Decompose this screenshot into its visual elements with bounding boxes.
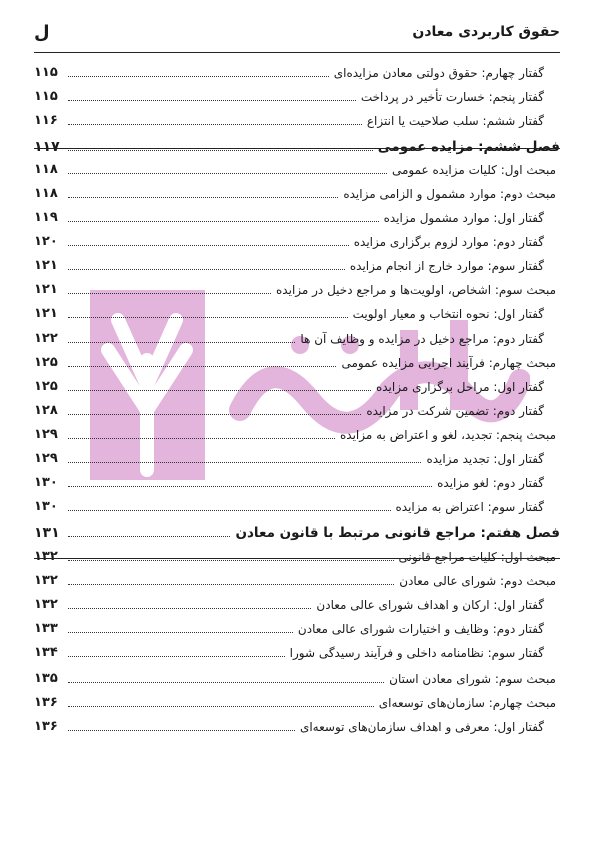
toc-entry: [34, 666, 560, 686]
dot-leader: [68, 150, 373, 151]
toc-entry-title: گفتار سوم: نظامنامه داخلی و فرآیند رسیدگی شورا: [289, 646, 544, 660]
toc-entry-title: مبحث اول: کلیات مراجع قانونی: [398, 550, 556, 564]
toc-page-number: ۱۲۵: [34, 355, 58, 370]
toc-entry-title: فصل هفتم: مراجع قانونی مرتبط با قانون معادن: [235, 525, 560, 541]
dot-leader: [68, 462, 421, 463]
toc-entry-title: گفتار دوم: موارد لزوم برگزاری مزایده: [353, 235, 544, 249]
toc-page-number: ۱۲۹: [34, 427, 58, 442]
toc-entry: [34, 714, 560, 734]
toc-entry: [34, 690, 560, 710]
toc-entry: [34, 181, 560, 201]
toc-entry: [34, 494, 560, 514]
toc-page-number: ۱۲۸: [34, 403, 58, 418]
toc-entry: [34, 326, 560, 346]
dot-leader: [68, 632, 293, 633]
dot-leader: [68, 245, 349, 246]
toc-entry: [34, 84, 560, 104]
toc-entry: [34, 134, 560, 154]
toc-page-number: ۱۲۱: [34, 258, 58, 273]
dot-leader: [68, 76, 329, 77]
toc-entry-title: مبحث چهارم: فرآیند اجرایی مزایده عمومی: [341, 356, 556, 370]
dot-leader: [68, 584, 394, 585]
toc-entry: [34, 520, 560, 540]
toc-entry: [34, 568, 560, 588]
toc-entry-title: مبحث دوم: شورای عالی معادن: [399, 574, 556, 588]
dot-leader: [68, 706, 374, 707]
toc-page-number: ۱۳۶: [34, 695, 58, 710]
toc-page-number: ۱۳۲: [34, 549, 58, 564]
toc-page-number: ۱۲۰: [34, 234, 58, 249]
toc-entry: [34, 544, 560, 564]
dot-leader: [68, 197, 338, 198]
toc-entry-title: مبحث پنجم: تجدید، لغو و اعتراض به مزایده: [339, 428, 556, 442]
toc-page-number: ۱۳۲: [34, 573, 58, 588]
toc-page-number: ۱۲۹: [34, 451, 58, 466]
chapter-separator: [34, 148, 560, 149]
dot-leader: [68, 317, 348, 318]
toc-page-number: ۱۱۸: [34, 186, 58, 201]
toc-page-number: ۱۱۶: [34, 113, 58, 128]
toc-page-number: ۱۳۲: [34, 597, 58, 612]
dot-leader: [68, 656, 285, 657]
dot-leader: [68, 486, 432, 487]
toc-page-number: ۱۳۶: [34, 719, 58, 734]
toc-entry-title: گفتار چهارم: حقوق دولتی معادن مزایده‌ای: [333, 66, 544, 80]
dot-leader: [68, 366, 336, 367]
toc-entry-title: مبحث اول: کلیات مزایده عمومی: [391, 163, 556, 177]
dot-leader: [68, 173, 387, 174]
toc-entry: [34, 640, 560, 660]
toc-entry: [34, 157, 560, 177]
toc-entry: [34, 350, 560, 370]
dot-leader: [68, 100, 356, 101]
toc-page-number: ۱۱۷: [34, 139, 60, 155]
toc-page-number: ۱۲۲: [34, 331, 58, 346]
toc-entry: [34, 616, 560, 636]
toc-entry: [34, 398, 560, 418]
toc-entry: [34, 60, 560, 80]
dot-leader: [68, 730, 295, 731]
toc-entry-title: گفتار دوم: وظایف و اختیارات شورای عالی معادن: [297, 622, 544, 636]
toc-page-number: ۱۱۹: [34, 210, 58, 225]
toc-entry-title: گفتار اول: معرفی و اهداف سازمان‌های توسعه‌ای: [299, 720, 544, 734]
dot-leader: [68, 560, 394, 561]
dot-leader: [68, 682, 384, 683]
toc-entry: [34, 592, 560, 612]
chapter-separator: [34, 558, 560, 559]
toc-entry-title: گفتار اول: موارد مشمول مزایده: [383, 211, 544, 225]
toc-entry: [34, 108, 560, 128]
dot-leader: [68, 293, 271, 294]
toc-page-number: ۱۲۱: [34, 282, 58, 297]
dot-leader: [68, 269, 345, 270]
dot-leader: [68, 536, 230, 537]
toc-entry: [34, 446, 560, 466]
page-number: ل: [34, 22, 50, 43]
toc-entry-title: فصل ششم: مزایده عمومی: [377, 139, 560, 155]
toc-entry: [34, 374, 560, 394]
dot-leader: [68, 510, 391, 511]
toc-entry: [34, 277, 560, 297]
toc-entry-title: گفتار پنجم: خسارت تأخیر در پرداخت: [360, 90, 544, 104]
toc-entry-title: مبحث چهارم: سازمان‌های توسعه‌ای: [378, 696, 556, 710]
toc-entry-title: گفتار دوم: لغو مزایده: [437, 476, 544, 490]
toc-entry-title: گفتار اول: تجدید مزایده: [426, 452, 544, 466]
dot-leader: [68, 124, 362, 125]
toc-entry-title: گفتار دوم: تضمین شرکت در مزایده: [366, 404, 544, 418]
toc-page-number: ۱۲۱: [34, 306, 58, 321]
toc-entry-title: گفتار سوم: موارد خارج از انجام مزایده: [349, 259, 544, 273]
toc-entry-title: مبحث سوم: اشخاص، اولویت‌ها و مراجع دخیل در مزایده: [276, 283, 556, 297]
toc-entry-title: گفتار دوم: مراجع دخیل در مزایده و وظایف آن ها: [300, 332, 544, 346]
page-header: [34, 22, 560, 53]
dot-leader: [68, 390, 371, 391]
toc-entry: [34, 422, 560, 442]
dot-leader: [68, 342, 295, 343]
toc-page-number: ۱۳۴: [34, 645, 58, 660]
toc-entry: [34, 301, 560, 321]
toc-page-number: ۱۳۰: [34, 499, 58, 514]
dot-leader: [68, 414, 361, 415]
toc-page-number: ۱۳۱: [34, 525, 60, 541]
toc-entry: [34, 470, 560, 490]
toc-entry-title: مبحث دوم: موارد مشمول و الزامی مزایده: [343, 187, 556, 201]
toc-entry-title: گفتار اول: نحوه انتخاب و معیار اولویت: [352, 307, 544, 321]
toc-page-number: ۱۱۸: [34, 162, 58, 177]
toc-page-number: ۱۳۰: [34, 475, 58, 490]
toc-page-number: ۱۱۵: [34, 65, 58, 80]
toc-entry-title: گفتار ششم: سلب صلاحیت یا انتزاع: [366, 114, 544, 128]
toc-page-number: ۱۲۵: [34, 379, 58, 394]
dot-leader: [68, 221, 379, 222]
toc-page-number: ۱۳۳: [34, 621, 58, 636]
dot-leader: [68, 608, 311, 609]
toc-entry: [34, 205, 560, 225]
toc-entry: [34, 253, 560, 273]
book-title: حقوق کاربردی معادن: [412, 24, 560, 40]
dot-leader: [68, 438, 335, 439]
toc-entry-title: مبحث سوم: شورای معادن استان: [389, 672, 556, 686]
toc-entry-title: گفتار سوم: اعتراض به مزایده: [395, 500, 544, 514]
toc-page-number: ۱۳۵: [34, 671, 58, 686]
toc-entry: [34, 229, 560, 249]
toc-page-number: ۱۱۵: [34, 89, 58, 104]
toc-entry-title: گفتار اول: مراحل برگزاری مزایده: [375, 380, 544, 394]
toc-entry-title: گفتار اول: ارکان و اهداف شورای عالی معادن: [316, 598, 544, 612]
